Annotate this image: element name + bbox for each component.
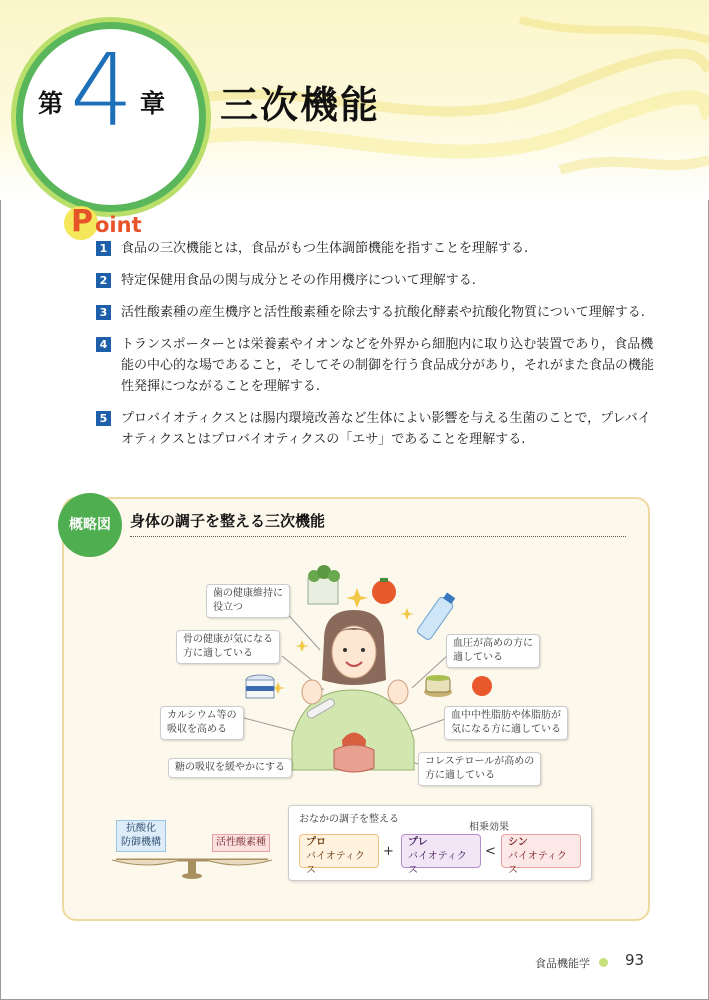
label-line: 歯の健康維持に xyxy=(213,588,283,599)
probiotics-head: プロ xyxy=(306,837,326,848)
label-line: 血圧が高めの方に xyxy=(453,638,533,649)
point-logo xyxy=(62,204,140,242)
footer-book-title: 食品機能学 xyxy=(535,957,590,970)
woman-figure xyxy=(292,610,414,772)
point-logo-p: P xyxy=(71,204,93,239)
chapter-number: 4 xyxy=(70,32,134,149)
label-blood-pressure xyxy=(446,634,540,668)
point-number: 4 xyxy=(96,337,111,352)
probiotics-box xyxy=(299,834,379,876)
chapter-prefix: 第 xyxy=(38,89,64,118)
label-lipid xyxy=(444,706,568,740)
label-line: 方に適している xyxy=(183,648,253,659)
point-item xyxy=(96,270,656,291)
prebiotics-head: プレ xyxy=(408,837,428,848)
sprouts-icon xyxy=(308,565,340,604)
chapter-suffix: 章 xyxy=(140,89,166,118)
point-text: 特定保健用食品の関与成分とその作用機序について理解する. xyxy=(121,273,476,288)
label-cholesterol xyxy=(418,752,541,786)
yogurt-icon xyxy=(246,675,274,698)
overview-title-divider xyxy=(130,536,626,537)
antioxidant-line: 防御機構 xyxy=(121,837,161,848)
point-text: プロバイオティクスとは腸内環境改善など生体によい影響を与える生菌のことで，プレバイオティクスとはプロバイオティクスの「エサ」であることを理解する. xyxy=(121,411,651,447)
overview-title: 身体の調子を整える三次機能 xyxy=(130,512,326,530)
label-bone-health xyxy=(176,630,280,664)
point-text: 食品の三次機能とは，食品がもつ生体調節機能を指すことを理解する. xyxy=(121,241,529,256)
antioxidant-defense-box xyxy=(116,820,166,852)
synbiotics-tail: バイオティクス xyxy=(508,851,567,876)
chapter-title: 三次機能 xyxy=(220,83,381,127)
label-line: 血中中性脂肪や体脂肪が xyxy=(451,710,561,721)
body-illustration xyxy=(62,540,646,810)
less-than-sign: < xyxy=(485,844,496,859)
point-number: 2 xyxy=(96,273,111,288)
point-text: 活性酸素種の産生機序と活性酸素種を除去する抗酸化酵素や抗酸化物質について理解する. xyxy=(121,305,645,320)
point-item xyxy=(96,238,656,259)
label-line: コレステロールが高めの xyxy=(425,756,535,767)
label-calcium-absorption xyxy=(160,706,244,740)
page-number: 93 xyxy=(625,951,645,969)
label-line: 役立つ xyxy=(213,602,243,613)
point-item xyxy=(96,334,656,397)
plus-sign: + xyxy=(383,844,394,859)
label-teeth-health xyxy=(206,584,290,618)
point-item xyxy=(96,408,656,450)
point-list xyxy=(96,238,656,461)
tomato-small-icon xyxy=(472,676,492,696)
probiotics-tail: バイオティクス xyxy=(306,851,365,876)
point-number: 5 xyxy=(96,411,111,426)
footer-dot-icon xyxy=(599,958,608,967)
prebiotics-box xyxy=(401,834,481,876)
point-logo-rest: oint xyxy=(95,213,142,237)
label-sugar-absorption xyxy=(168,758,292,778)
point-number: 1 xyxy=(96,241,111,256)
point-number: 3 xyxy=(96,305,111,320)
label-line: 吸収を高める xyxy=(167,724,227,735)
gut-health-box xyxy=(288,805,592,881)
gut-title: おなかの調子を整える xyxy=(299,814,399,825)
label-line: 気になる方に適している xyxy=(451,724,561,735)
label-line: 適している xyxy=(453,652,503,663)
prebiotics-tail: バイオティクス xyxy=(408,851,467,876)
label-line: 方に適している xyxy=(425,770,495,781)
synergy-label: 相乗効果 xyxy=(469,822,509,833)
antioxidant-line: 抗酸化 xyxy=(126,823,156,834)
tomato-icon xyxy=(372,580,396,604)
label-line: 骨の健康が気になる xyxy=(183,634,273,645)
label-line: 糖の吸収を緩やかにする xyxy=(175,762,285,773)
overview-badge: 概略図 xyxy=(58,493,122,557)
synbiotics-head: シン xyxy=(508,837,528,848)
tea-icon xyxy=(424,675,452,697)
label-line: カルシウム等の xyxy=(167,710,237,721)
synbiotics-box xyxy=(501,834,581,876)
point-item xyxy=(96,302,656,323)
point-text: トランスポーターとは栄養素やイオンなどを外界から細胞内に取り込む装置であり，食品機能の中心的な場であること，そしてその制御を行う食品成分があり，それがまた食品の機能性発揮につながることを理解する. xyxy=(121,337,655,394)
reactive-oxygen-box: 活性酸素種 xyxy=(212,834,270,852)
